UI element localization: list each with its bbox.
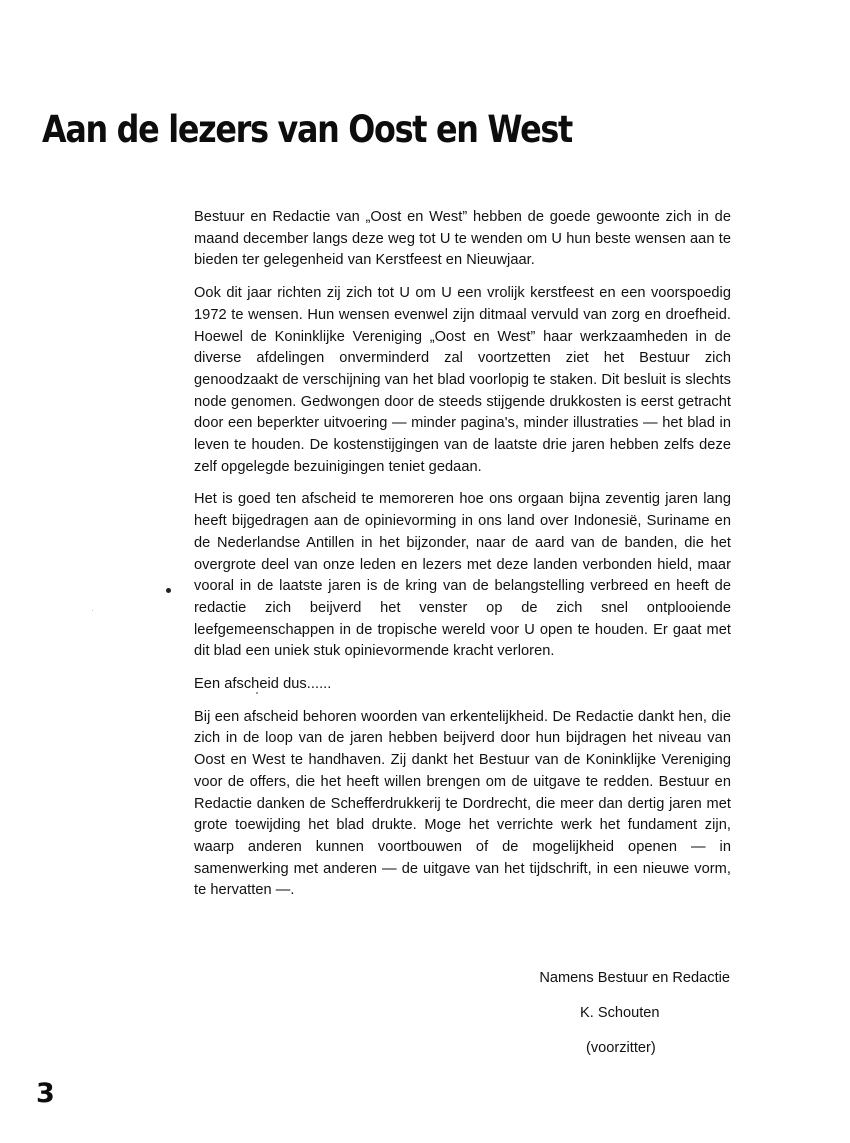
paragraph-greeting: Bestuur en Redactie van „Oost en West” hebben de goede gewoonte zich in de maand december langs deze weg tot U te wenden om U hun beste wensen aan te bieden ter gelegenheid van Kerstfeest en Nieuwjaar. [194, 209, 731, 269]
paragraph-farewell: Een afscheid dus...... [194, 676, 332, 693]
signature-name: K. Schouten [580, 1005, 660, 1021]
print-speck [166, 588, 171, 593]
print-speck [256, 692, 258, 694]
page-number: 3 [36, 1078, 55, 1109]
article-body [194, 207, 731, 913]
paragraph-history: Het is goed ten afscheid te memoreren hoe ons orgaan bijna zeventig jaren lang heeft bijgedragen aan de opinievorming in ons land over Indonesië, Suriname en de Nederlandse Antillen in het bijzonder, naar de aard van de banden, die het overgrote deel van onze leden en lezers met deze landen verbonden hield, maar vooral in de laatste jaren is de kring van de belangstelling verbreed en heeft de redactie zich beijverd het venster op de zich snel ontplooiende leefgemeenschappen in de tropische wereld voor U open te houden. Er gaat met dit blad een uniek stuk opinievormende kracht verloren. [194, 491, 731, 660]
signature-role: (voorzitter) [586, 1040, 656, 1056]
article-title: Aan de lezers van Oost en West [42, 108, 572, 151]
print-speck [92, 610, 93, 611]
paragraph-thanks: Bij een afscheid behoren woorden van erkentelijkheid. De Redactie dankt hen, die zich in de loop van de jaren hebben beijverd door hun bijdragen het niveau van Oost en West te handhaven. Zij dankt het Bestuur van de Koninklijke Vereniging voor de offers, die het heeft willen brengen om de uitgave te redden. Bestuur en Redactie danken de Schefferdrukkerij te Dordrecht, die meer dan dertig jaren met grote toewijding het blad drukte. Moge het verrichte werk het fundament zijn, waarp anderen kunnen voortbouwen of de mogelijkheid openen — in samenwerking met anderen — de uitgave van het tijdschrift, in een nieuwe vorm, te hervatten —. [194, 708, 731, 899]
paragraph-announcement: Ook dit jaar richten zij zich tot U om U een vrolijk kerstfeest en een voorspoedig 1972 te wensen. Hun wensen evenwel zijn ditmaal vervuld van zorg en droefheid. Hoewel de Koninklijke Vereniging „Oost en West” haar werkzaamheden in de diverse afdelingen onverminderd zal voortzetten ziet het Bestuur zich genoodzaakt de verschijning van het blad voorlopig te staken. Dit besluit is slechts node genomen. Gedwongen door de steeds stijgende drukkosten is eerst getracht door een beperkter uitvoering — minder pagina's, minder illustraties — het blad in leven te houden. De kostenstijgingen van de laatste drie jaren hebben zelfs deze zelf opgelegde bezuinigingen teniet gedaan. [194, 285, 731, 475]
signature-on-behalf: Namens Bestuur en Redactie [539, 970, 730, 986]
